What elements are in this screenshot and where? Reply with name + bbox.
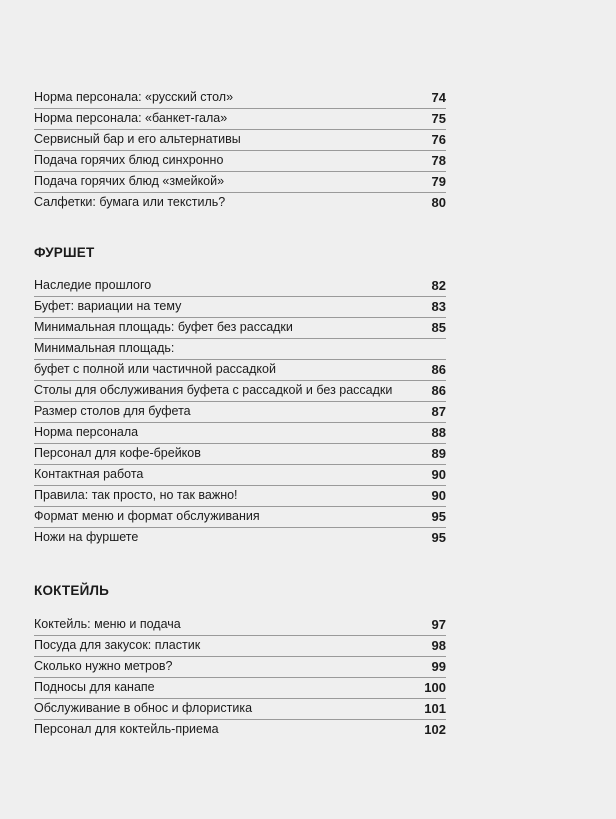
toc-entry <box>34 422 446 443</box>
toc-entry-page: 101 <box>424 701 446 716</box>
toc-entry-page: 79 <box>431 174 446 189</box>
toc-entry-title: Подача горячих блюд «змейкой» <box>34 174 225 188</box>
toc-entry <box>34 87 446 108</box>
toc-entry <box>34 527 446 548</box>
toc-entry-title: Сервисный бар и его альтернативы <box>34 132 241 146</box>
toc-entry-title: Столы для обслуживания буфета с рассадкой и без рассадки <box>34 383 393 397</box>
toc-entry-title: Ножи на фуршете <box>34 530 139 544</box>
toc-entry <box>34 506 446 527</box>
toc-entry-page: 86 <box>431 362 446 377</box>
toc-entry-title: Коктейль: меню и подача <box>34 617 181 631</box>
toc-entry-page: 97 <box>431 617 446 632</box>
toc-entry <box>34 171 446 192</box>
toc-entry <box>34 108 446 129</box>
toc-entry-title: Посуда для закусок: пластик <box>34 638 201 652</box>
toc-entry <box>34 443 446 464</box>
toc-entry-page: 76 <box>431 132 446 147</box>
toc-entry <box>34 192 446 213</box>
toc-entry-title: Минимальная площадь: буфет без рассадки <box>34 320 293 334</box>
toc-entry-page: 78 <box>431 153 446 168</box>
toc-entry <box>34 129 446 150</box>
toc-entry <box>34 359 446 380</box>
section-heading: ФУРШЕТ <box>34 245 95 260</box>
toc-entry-title: Персонал для кофе-брейков <box>34 446 201 460</box>
toc-entry-page: 75 <box>431 111 446 126</box>
toc-entry-page: 88 <box>431 425 446 440</box>
toc-entry <box>34 656 446 677</box>
toc-entry-title: Контактная работа <box>34 467 144 481</box>
toc-entry-page: 87 <box>431 404 446 419</box>
toc-entry-title: Норма персонала: «банкет-гала» <box>34 111 228 125</box>
toc-entry <box>34 296 446 317</box>
toc-entry-page: 74 <box>431 90 446 105</box>
toc-entry-title: Норма персонала <box>34 425 139 439</box>
toc-entry <box>34 635 446 656</box>
toc-entry <box>34 719 446 740</box>
toc-entry <box>34 380 446 401</box>
toc-entry <box>34 485 446 506</box>
toc-entry-title: Сколько нужно метров? <box>34 659 173 673</box>
toc-entry-title: Подносы для канапе <box>34 680 155 694</box>
toc-entry-title: Минимальная площадь: <box>34 341 175 355</box>
toc-entry-page: 100 <box>424 680 446 695</box>
toc-entry-page: 86 <box>431 383 446 398</box>
toc-entry <box>34 614 446 635</box>
toc-entry-page: 95 <box>431 530 446 545</box>
toc-entry-title: Наследие прошлого <box>34 278 152 292</box>
toc-entry-page: 82 <box>431 278 446 293</box>
toc-entry-page: 83 <box>431 299 446 314</box>
toc-entry-page: 85 <box>431 320 446 335</box>
toc-entry-title: Обслуживание в обнос и флористика <box>34 701 253 715</box>
toc-entry-title: буфет с полной или частичной рассадкой <box>34 362 276 376</box>
toc-entry <box>34 317 446 338</box>
toc-entry-title: Персонал для коктейль-приема <box>34 722 219 736</box>
toc-entry-page: 90 <box>431 488 446 503</box>
toc-entry-title: Салфетки: бумага или текстиль? <box>34 195 226 209</box>
toc-entry-page: 89 <box>431 446 446 461</box>
section-heading: КОКТЕЙЛЬ <box>34 583 110 598</box>
toc-entry-title: Подача горячих блюд синхронно <box>34 153 224 167</box>
toc-entry <box>34 150 446 171</box>
toc-entry-title: Буфет: вариации на тему <box>34 299 182 313</box>
toc-entry-page: 95 <box>431 509 446 524</box>
toc-entry-page: 102 <box>424 722 446 737</box>
toc-entry <box>34 677 446 698</box>
toc-entry-page: 90 <box>431 467 446 482</box>
toc-entry <box>34 338 446 359</box>
toc-entry-title: Правила: так просто, но так важно! <box>34 488 238 502</box>
toc-entry <box>34 275 446 296</box>
toc-entry-page: 80 <box>431 195 446 210</box>
toc-entry <box>34 464 446 485</box>
toc-entry-title: Размер столов для буфета <box>34 404 191 418</box>
toc-entry <box>34 401 446 422</box>
toc-entry-title: Формат меню и формат обслуживания <box>34 509 260 523</box>
toc-entry <box>34 698 446 719</box>
toc-entry-page: 98 <box>431 638 446 653</box>
toc-entry-page: 99 <box>431 659 446 674</box>
toc-entry-title: Норма персонала: «русский стол» <box>34 90 234 104</box>
